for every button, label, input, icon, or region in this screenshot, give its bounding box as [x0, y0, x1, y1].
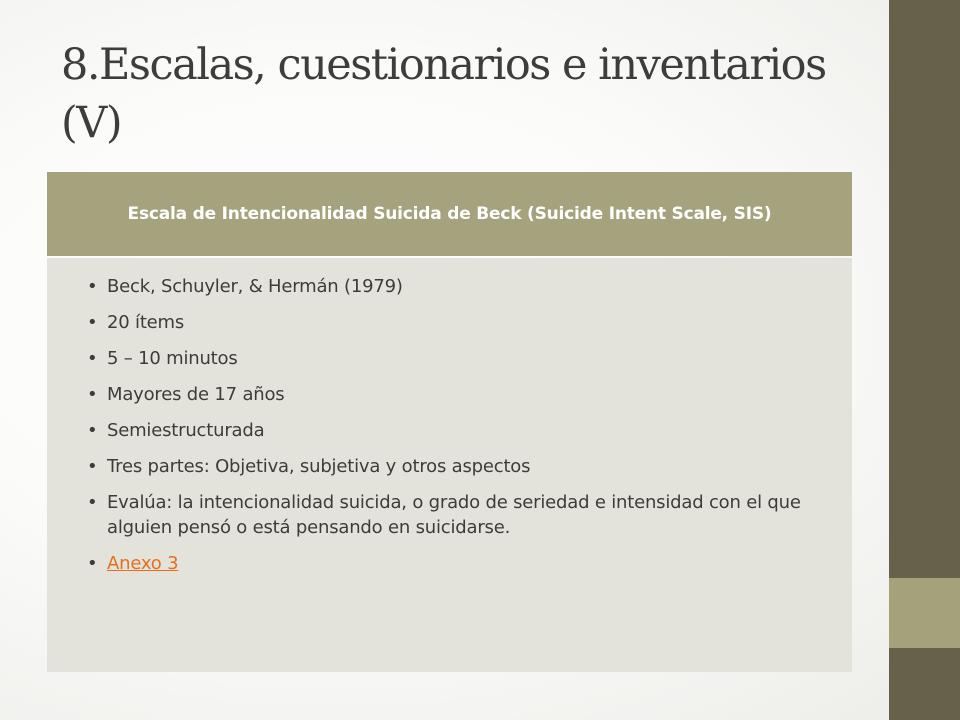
- bullet-text: Mayores de 17 años: [107, 384, 285, 405]
- bullet-item: [87, 490, 812, 540]
- side-decoration-accent: [889, 578, 960, 648]
- bullet-text: Beck, Schuyler, & Hermán (1979): [107, 276, 403, 297]
- bullet-text: Tres partes: Objetiva, subjetiva y otros aspectos: [107, 456, 531, 477]
- bullet-text: Semiestructurada: [107, 420, 265, 441]
- bullet-item-link: [87, 551, 812, 576]
- bullet-dot: •: [87, 420, 98, 441]
- bullet-dot: •: [87, 553, 98, 574]
- bullet-dot: •: [87, 312, 98, 333]
- bullet-item: [87, 310, 812, 335]
- bullet-dot: •: [87, 348, 98, 369]
- bullet-text: Evalúa: la intencionalidad suicida, o grado de seriedad e intensidad con el que alguien pensó o está pensando en suicidarse.: [107, 492, 801, 538]
- bullet-text: 20 ítems: [107, 312, 185, 333]
- bullet-item: [87, 274, 812, 299]
- bullet-dot: •: [87, 492, 98, 513]
- bullet-dot: •: [87, 456, 98, 477]
- bullet-dot: •: [87, 276, 98, 297]
- slide-title: 8.Escalas, cuestionarios e inventarios (V): [61, 40, 826, 148]
- anexo-3-link[interactable]: Anexo 3: [107, 553, 179, 574]
- box-header-text: Escala de Intencionalidad Suicida de Beck (Suicide Intent Scale, SIS): [127, 204, 772, 224]
- bullet-list: [87, 274, 812, 576]
- box-header: [47, 172, 852, 256]
- bullet-item: [87, 346, 812, 371]
- bullet-dot: •: [87, 384, 98, 405]
- bullet-text: 5 – 10 minutos: [107, 348, 238, 369]
- bullet-item: [87, 382, 812, 407]
- bullet-item: [87, 418, 812, 443]
- bullet-item: [87, 454, 812, 479]
- box-body: [47, 258, 852, 672]
